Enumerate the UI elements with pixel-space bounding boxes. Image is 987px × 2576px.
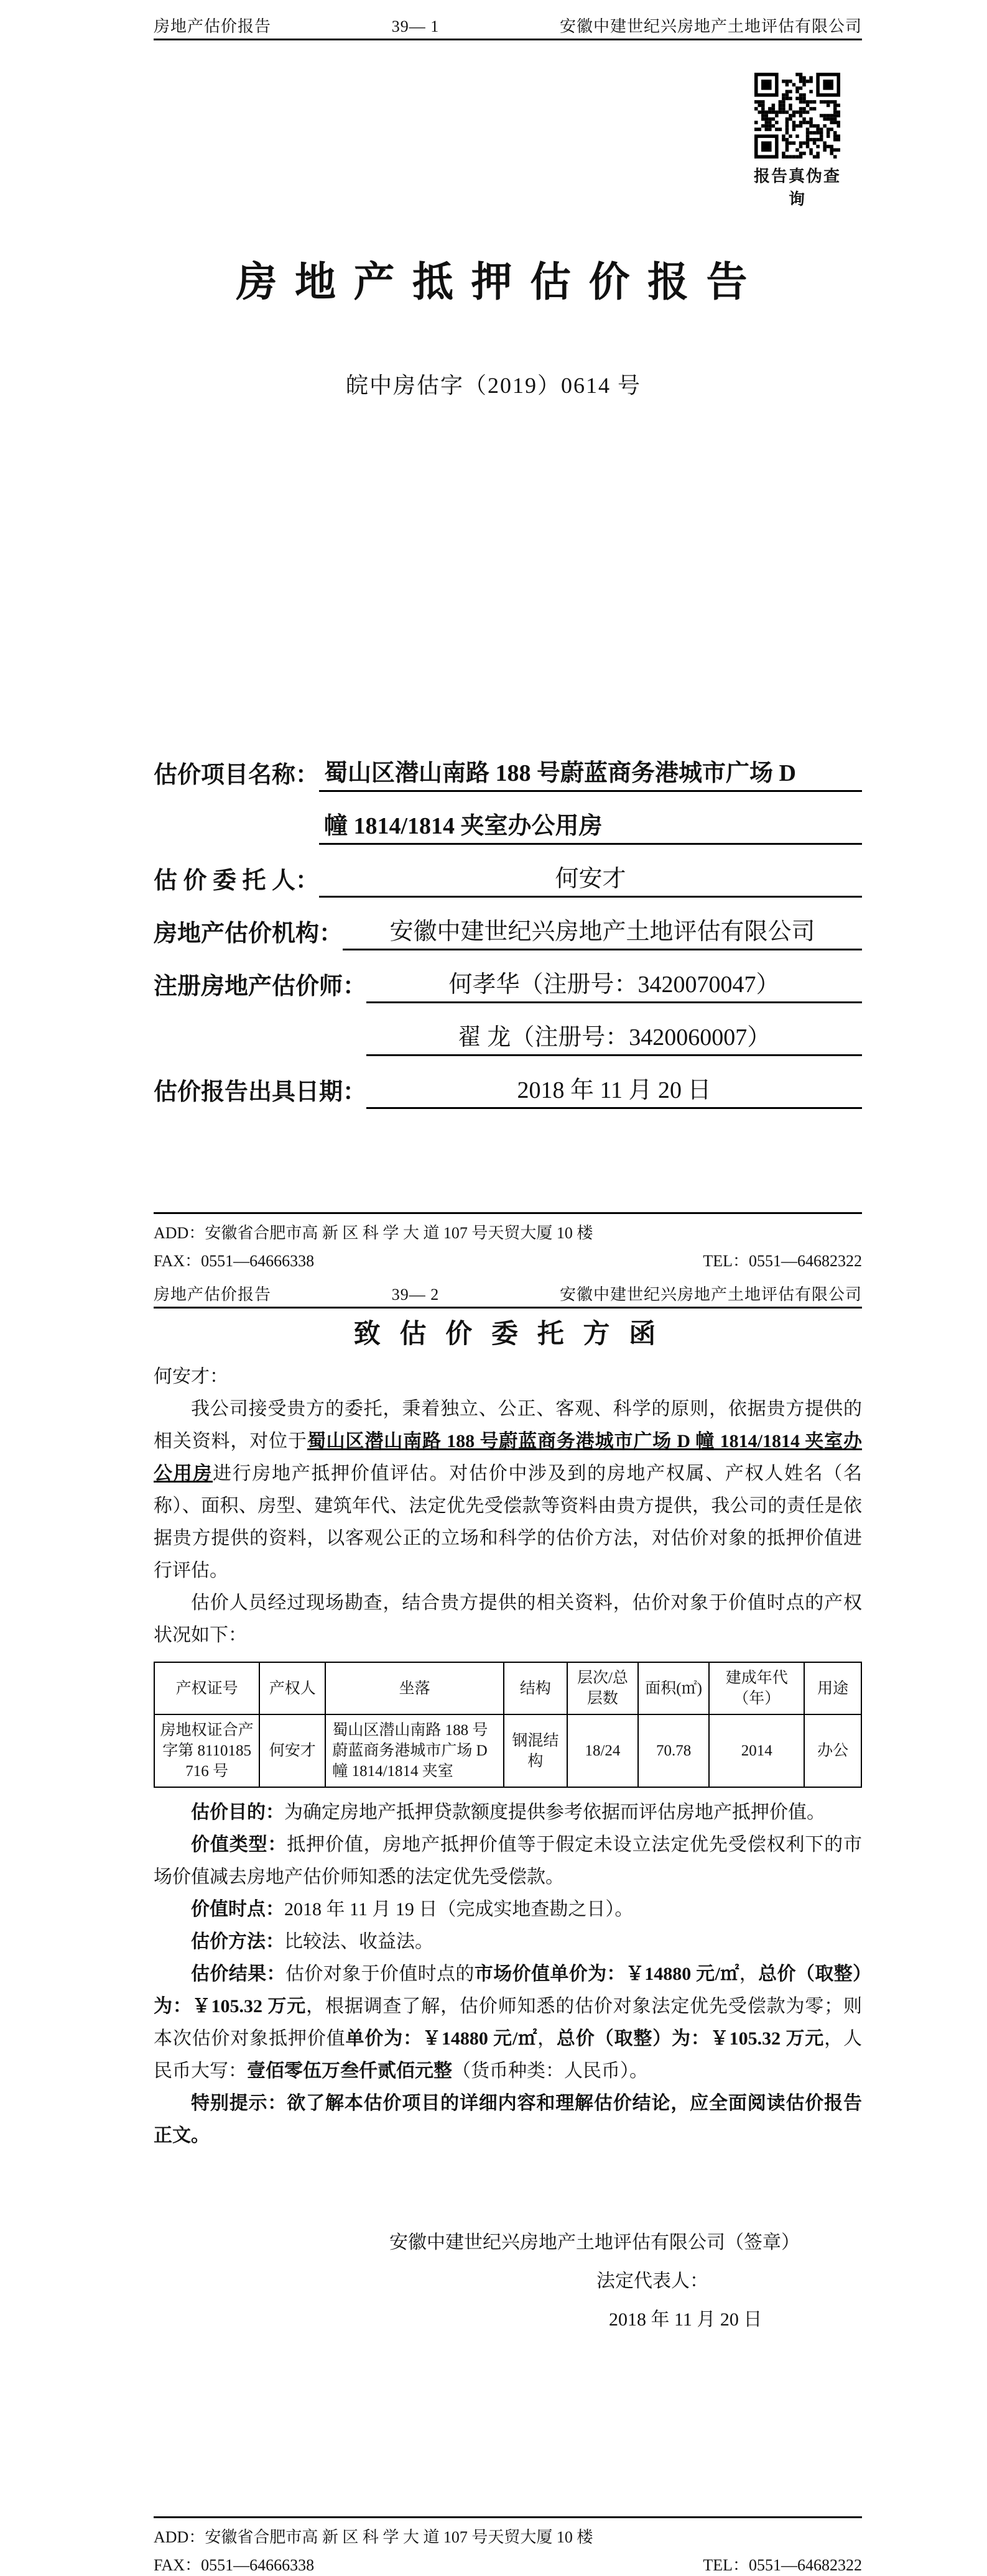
- header-divider: [154, 1307, 862, 1309]
- col-header-year: 建成年代（年）: [709, 1662, 804, 1714]
- text-run: 2018 年 11 月 19 日（完成实地查勘之日）。: [284, 1899, 634, 1920]
- field-appraiser-1: [154, 950, 862, 1003]
- cell-location: 蜀山区潜山南路 188 号蔚蓝商务港城市广场 D 幢 1814/1814 夹室: [325, 1714, 504, 1787]
- cell-area: 70.78: [638, 1714, 709, 1787]
- col-header-floor: 层次/总层数: [567, 1662, 638, 1714]
- qr-caption: 报告真伪查询: [753, 167, 841, 208]
- page2-header: [154, 1282, 862, 1305]
- header-company-name: 安徽中建世纪兴房地产土地评估有限公司: [559, 1286, 862, 1304]
- page1-header: [154, 14, 862, 37]
- field-value: 幢 1814/1814 夹室办公用房: [319, 806, 862, 845]
- text-run: 比较法、收益法。: [284, 1931, 433, 1952]
- field-label: 房地产估价机构：: [154, 921, 343, 947]
- paragraph-label: 估价结果：: [191, 1964, 285, 1984]
- qr-code: [754, 73, 840, 159]
- col-header-location: 坐落: [325, 1662, 504, 1714]
- paragraph-value-type: [154, 1829, 862, 1893]
- footer-tel: TEL：0551—64682322: [703, 2556, 862, 2574]
- cell-use: 办公: [804, 1714, 861, 1787]
- signature-date: 2018 年 11 月 20 日: [609, 2309, 762, 2330]
- field-label: 估 价 委 托 人：: [154, 868, 320, 894]
- paragraph-commission: [154, 1393, 862, 1587]
- table-header-row: [154, 1662, 861, 1714]
- signature-block: [154, 2227, 862, 2331]
- col-header-structure: 结构: [504, 1662, 567, 1714]
- col-header-area: 面积(㎡): [638, 1662, 709, 1714]
- footer-tel: TEL：0551—64682322: [703, 1252, 862, 1270]
- cover-form: [154, 739, 862, 1109]
- paragraph-value-date: [154, 1893, 862, 1926]
- cell-owner: 何安才: [259, 1714, 325, 1787]
- col-header-certificate: 产权证号: [154, 1662, 259, 1714]
- cell-certificate: 房地权证合产字第 8110185716 号: [154, 1714, 259, 1787]
- text-run: 进行房地产抵押价值评估。对估价中涉及到的房地产权属、产权人姓名（名称）、面积、房型、建筑年代、法定优先受偿款等资料由贵方提供，我公司的责任是依据贵方提供的资料，以客观公正的立场和科学的估价方法，对估价对象的抵押价值进行评估。: [154, 1463, 863, 1581]
- field-value: 蜀山区潜山南路 188 号蔚蓝商务港城市广场 D: [319, 753, 862, 792]
- field-label: 注册房地产估价师：: [154, 973, 367, 1000]
- report-title: 房 地 产 抵 押 估 价 报 告: [236, 260, 751, 305]
- field-value: 安徽中建世纪兴房地产土地评估有限公司: [343, 912, 862, 950]
- cell-structure: 钢混结构: [504, 1714, 567, 1787]
- field-label: 估价项目名称：: [154, 762, 320, 788]
- text-run: ，: [739, 1964, 759, 1984]
- header-doc-type: 房地产估价报告: [154, 1286, 272, 1304]
- signature-company: 安徽中建世纪兴房地产土地评估有限公司（签章）: [389, 2232, 800, 2253]
- property-name-bold: 蜀山区潜山南路 188 号蔚蓝商务港城市广场 D 幢 1814/1814 夹室办公用房: [154, 1431, 863, 1484]
- cell-floor: 18/24: [567, 1714, 638, 1787]
- field-project-name-line2: [154, 792, 862, 845]
- footer-address: ADD：安徽省合肥市高 新 区 科 学 大 道 107 号天贸大厦 10 楼: [154, 2528, 593, 2546]
- field-value: 2018 年 11 月 20 日: [366, 1070, 862, 1109]
- paragraph-label: 特别提示：: [191, 2093, 287, 2114]
- header-page-number: 39— 2: [391, 1286, 440, 1304]
- text-run: ，人民币大写：: [154, 2028, 863, 2081]
- paragraph-survey: 估价人员经过现场勘查，结合贵方提供的相关资料，估价对象于价值时点的产权状况如下：: [154, 1593, 862, 1645]
- text-run: ，: [537, 2028, 557, 2049]
- paragraph-purpose: [154, 1796, 862, 1829]
- page1-footer: [154, 1212, 862, 1271]
- header-divider: [154, 39, 862, 40]
- text-run: 为确定房地产抵押贷款额度提供参考依据而评估房地产抵押价值。: [284, 1802, 825, 1823]
- footer-address: ADD：安徽省合肥市高 新 区 科 学 大 道 107 号天贸大厦 10 楼: [154, 1224, 593, 1242]
- field-client: [154, 845, 862, 898]
- unit-price-bold: 单价为：￥14880 元/㎡: [345, 2028, 538, 2049]
- unit-price-bold: 市场价值单价为：￥14880 元/㎡: [474, 1964, 739, 1984]
- paragraph-label: 估价目的：: [191, 1802, 284, 1823]
- text-run: 抵押价值，房地产抵押价值等于假定未设立法定优先受偿权利下的市场价值减去房地产估价师知悉的法定优先受偿款。: [154, 1834, 862, 1887]
- doc-number: 皖中房估字（2019）0614 号: [345, 373, 641, 398]
- text-run: 我公司接受贵方的委托，秉着独立、公正、客观、科学的原则，依据贵方提供的相关资料，对位于: [154, 1399, 862, 1451]
- note-text-bold: 欲了解本估价项目的详细内容和理解估价结论，应全面阅读估价报告正文。: [154, 2093, 862, 2146]
- field-appraiser-2: [154, 1003, 862, 1056]
- total-price-bold: 总价（取整）为：￥105.32 万元: [154, 1964, 863, 2017]
- table-row: [154, 1714, 861, 1787]
- text-run: （货币种类：人民币）。: [452, 2061, 648, 2081]
- header-doc-type: 房地产估价报告: [154, 17, 272, 35]
- text-run: ，根据调查了解，估价师知悉的估价对象法定优先受偿款为零；则本次估价对象抵押价值: [154, 1996, 863, 2049]
- footer-contacts: [154, 2552, 862, 2575]
- footer-fax: FAX：0551—64666338: [154, 1252, 315, 1270]
- paragraph-result: [154, 1958, 862, 2087]
- field-label: 估价报告出具日期：: [154, 1079, 367, 1105]
- property-rights-table: [154, 1662, 862, 1788]
- field-project-name: [154, 739, 862, 792]
- paragraph-method: [154, 1926, 862, 1958]
- col-header-use: 用途: [804, 1662, 861, 1714]
- qr-verification-block: [746, 73, 848, 209]
- footer-fax: FAX：0551—64666338: [154, 2556, 315, 2574]
- paragraph-label: 价值类型：: [191, 1834, 287, 1855]
- header-company-name: 安徽中建世纪兴房地产土地评估有限公司: [559, 17, 862, 35]
- paragraph-label: 估价方法：: [191, 1931, 284, 1952]
- field-value: 翟 龙（注册号：3420060007）: [366, 1018, 862, 1056]
- salutation: 何安才：: [154, 1366, 228, 1387]
- col-header-owner: 产权人: [259, 1662, 325, 1714]
- letter-title: 致 估 价 委 托 方 函: [353, 1320, 662, 1349]
- paragraph-special-note: [154, 2087, 862, 2152]
- field-value: 何安才: [319, 859, 862, 898]
- field-value: 何孝华（注册号：3420070047）: [366, 965, 862, 1003]
- amount-in-words-bold: 壹佰零伍万叁仟贰佰元整: [247, 2061, 452, 2081]
- page2-footer: [154, 2516, 862, 2575]
- text-run: 估价对象于价值时点的: [285, 1964, 475, 1984]
- field-report-date: [154, 1056, 862, 1109]
- header-page-number: 39— 1: [391, 17, 440, 35]
- signature-legal-rep: 法定代表人：: [596, 2271, 708, 2291]
- total-price-bold: 总价（取整）为：￥105.32 万元: [556, 2028, 825, 2049]
- field-agency: [154, 898, 862, 950]
- paragraph-label: 价值时点：: [191, 1899, 284, 1920]
- cell-year: 2014: [709, 1714, 804, 1787]
- letter-body: [154, 1313, 862, 2331]
- footer-contacts: [154, 1248, 862, 1271]
